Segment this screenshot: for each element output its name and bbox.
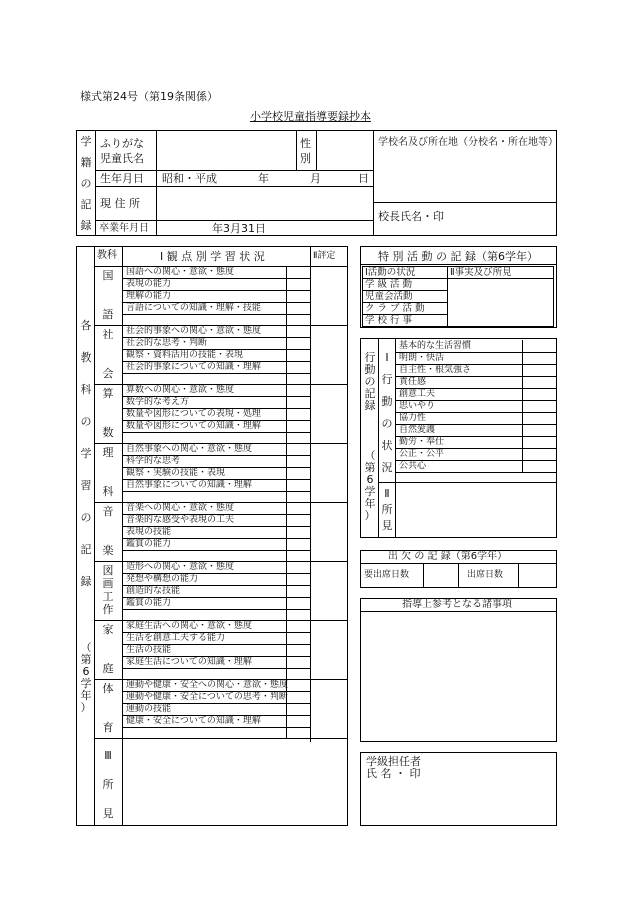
subject-name-char: 国: [102, 269, 114, 282]
birth-month-unit: 月: [310, 172, 321, 185]
subject-name-char: 作: [102, 603, 114, 616]
subject-name-1: [96, 329, 120, 380]
teacher-title: 学級担任者: [366, 755, 421, 768]
subject-name-char: 楽: [102, 544, 114, 557]
behavior-item: 協力性: [399, 413, 427, 423]
view-item: 自然事象についての知識・理解: [126, 480, 252, 490]
view-item: 運動の技能: [126, 704, 172, 714]
furigana-label: ふりがな: [100, 137, 144, 150]
view-item: 社会的事象についての知識・理解: [126, 362, 261, 372]
subjects-grade-label: （ 第 6 学 年 ）: [80, 641, 92, 714]
special-activities-table: [362, 266, 554, 327]
activity-status-header: Ⅰ活動の状況: [363, 267, 448, 279]
view-item: 社会的な思考・判断: [126, 338, 208, 348]
view-item: 生活を創意工夫する能力: [126, 633, 226, 643]
view-item: 造形への関心・意欲・態度: [126, 562, 235, 572]
birth-day-unit: 日: [358, 172, 369, 185]
subject-name-char: 科: [102, 485, 114, 498]
view-item: 健康・安全についての知識・理解: [126, 716, 261, 726]
behavior-item: 勤労・奉仕: [399, 437, 445, 447]
behavior-side-label: 行 動 の 記 録: [364, 351, 376, 412]
facts-header: Ⅱ事実及び所見: [448, 267, 554, 279]
view-item: 家庭生活への関心・意欲・態度: [126, 621, 253, 631]
view-item: 数量や図形についての知識・理解: [126, 421, 261, 431]
view-item: 科学的な思考: [126, 456, 181, 466]
behavior-item: 責任感: [399, 377, 427, 387]
subject-name-5: [96, 565, 120, 616]
behavior-item: 思いやり: [399, 401, 436, 411]
view-item: 家庭生活についての知識・理解: [126, 657, 252, 667]
behavior-item: 基本的な生活習慣: [399, 341, 472, 351]
subject-header: 教科: [97, 250, 117, 261]
subject-name-char: 工: [102, 590, 114, 603]
teacher-name-seal: 氏 名 ・ 印: [366, 767, 421, 780]
subject-name-char: 家: [102, 623, 114, 636]
view-item: 鑑賞の能力: [126, 539, 172, 549]
child-name-label: 児童氏名: [100, 152, 144, 165]
principal-label: 校長氏名・印: [378, 210, 444, 223]
required-days-label: 要出席日数: [364, 570, 410, 580]
sex-label-1: 性: [300, 137, 311, 150]
subject-name-char: 理: [102, 446, 114, 459]
subject-name-char: 会: [102, 367, 114, 380]
view-item: 社会的事象への関心・意欲・態度: [126, 326, 262, 336]
view-item: 理解の能力: [126, 291, 172, 301]
view-item: 音楽への関心・意欲・態度: [126, 503, 235, 513]
view-item: 鑑賞の能力: [126, 598, 172, 608]
view-item: 表現の能力: [126, 279, 172, 289]
special-activities-title: 特 別 活 動 の 記 録（第6学年）: [378, 250, 538, 263]
school-name-label: 学校名及び所在地（分校名・所在地等）: [378, 137, 558, 148]
subject-name-char: 音: [102, 505, 114, 518]
view-item: 数量や図形についての表現・処理: [126, 409, 261, 419]
subject-name-char: 数: [102, 426, 114, 439]
view-item: 数学的な考え方: [126, 397, 190, 407]
behavior-item: 公共心: [399, 461, 427, 471]
subject-name-char: 社: [102, 328, 114, 341]
behavior-item: 自然愛護: [399, 425, 436, 435]
view-item: 観察・資料活用の技能・表現: [126, 350, 244, 360]
view-item: 運動や健康・安全への関心・意欲・態度: [126, 680, 289, 690]
subject-name-char: 育: [102, 721, 114, 734]
subject-name-char: 語: [102, 308, 114, 321]
birth-date-label: 生年月日: [100, 172, 144, 185]
subject-name-0: [96, 270, 120, 321]
behavior-grade-label: （ 第 6 学 年 ）: [364, 449, 376, 522]
behavior-remarks-label: Ⅱ 所 見: [381, 487, 393, 532]
subject-name-char: 図: [102, 564, 114, 577]
subject-name-7: [96, 683, 120, 734]
notes-title: 指導上参考となる諸事項: [402, 599, 512, 610]
behavior-item: 明朗・快活: [399, 353, 445, 363]
register-side-label: 学 籍 の 記 録: [80, 135, 92, 232]
subject-name-char: 算: [102, 387, 114, 400]
subject-name-char: 画: [102, 577, 114, 590]
view-item: 音楽的な感受や表現の工夫: [126, 515, 235, 525]
view-item: 観察・実験の技能・表現: [126, 468, 226, 478]
view-item: 発想や構想の能力: [126, 574, 199, 584]
activity-council: 児童会活動: [363, 291, 448, 303]
behavior-status-label: Ⅰ 行 動 の 状 況: [381, 351, 393, 474]
activity-class: 学 級 活 動: [363, 279, 448, 291]
address-label: 現 住 所: [100, 197, 140, 210]
subject-name-char: 庭: [102, 662, 114, 675]
view-item: 国語への関心・意欲・態度: [126, 267, 235, 277]
view-item: 言語についての知識・理解・技能: [126, 303, 261, 313]
behavior-item: 公正・公平: [399, 449, 445, 459]
attended-days-label: 出席日数: [467, 570, 504, 580]
activity-school-events: 学 校 行 事: [363, 315, 448, 327]
subject-name-2: [96, 388, 120, 439]
subject-name-char: 体: [102, 682, 114, 695]
view-item: 創造的な技能: [126, 586, 181, 596]
form-number: 様式第24号（第19条関係）: [80, 90, 218, 103]
activity-club: ク ラ ブ 活 動: [363, 303, 448, 315]
view-header: Ⅰ 観 点 別 学 習 状 況: [160, 250, 265, 263]
subject-name-6: [96, 624, 120, 675]
attendance-title: 出 欠 の 記 録（第6学年）: [388, 551, 508, 562]
graduation-value: 年3月31日: [212, 222, 266, 235]
view-item: 表現の技能: [126, 527, 172, 537]
graduation-label: 卒業年月日: [99, 223, 149, 234]
subjects-remarks-label: Ⅲ 所 見: [102, 749, 114, 820]
page-title: 小学校児童指導要録抄本: [250, 110, 371, 123]
view-item: 自然事象への関心・意欲・態度: [126, 444, 253, 454]
subject-name-4: [96, 506, 120, 557]
behavior-item: 創意工夫: [399, 389, 436, 399]
birth-era: 昭和・平成: [162, 172, 217, 185]
birth-year-unit: 年: [258, 172, 269, 185]
sex-label-2: 別: [300, 152, 311, 165]
rating-header: Ⅱ評定: [313, 251, 336, 261]
subject-name-3: [96, 447, 120, 498]
view-item: 生活の技能: [126, 645, 172, 655]
subjects-side-label: 各 教 科 の 学 習 の 記 録: [80, 319, 92, 588]
view-item: 算数への関心・意欲・態度: [126, 385, 235, 395]
behavior-item: 自主性・根気強さ: [399, 365, 472, 375]
notes-section: [360, 598, 557, 742]
view-item: 運動や健康・安全についての思考・判断: [126, 692, 288, 702]
